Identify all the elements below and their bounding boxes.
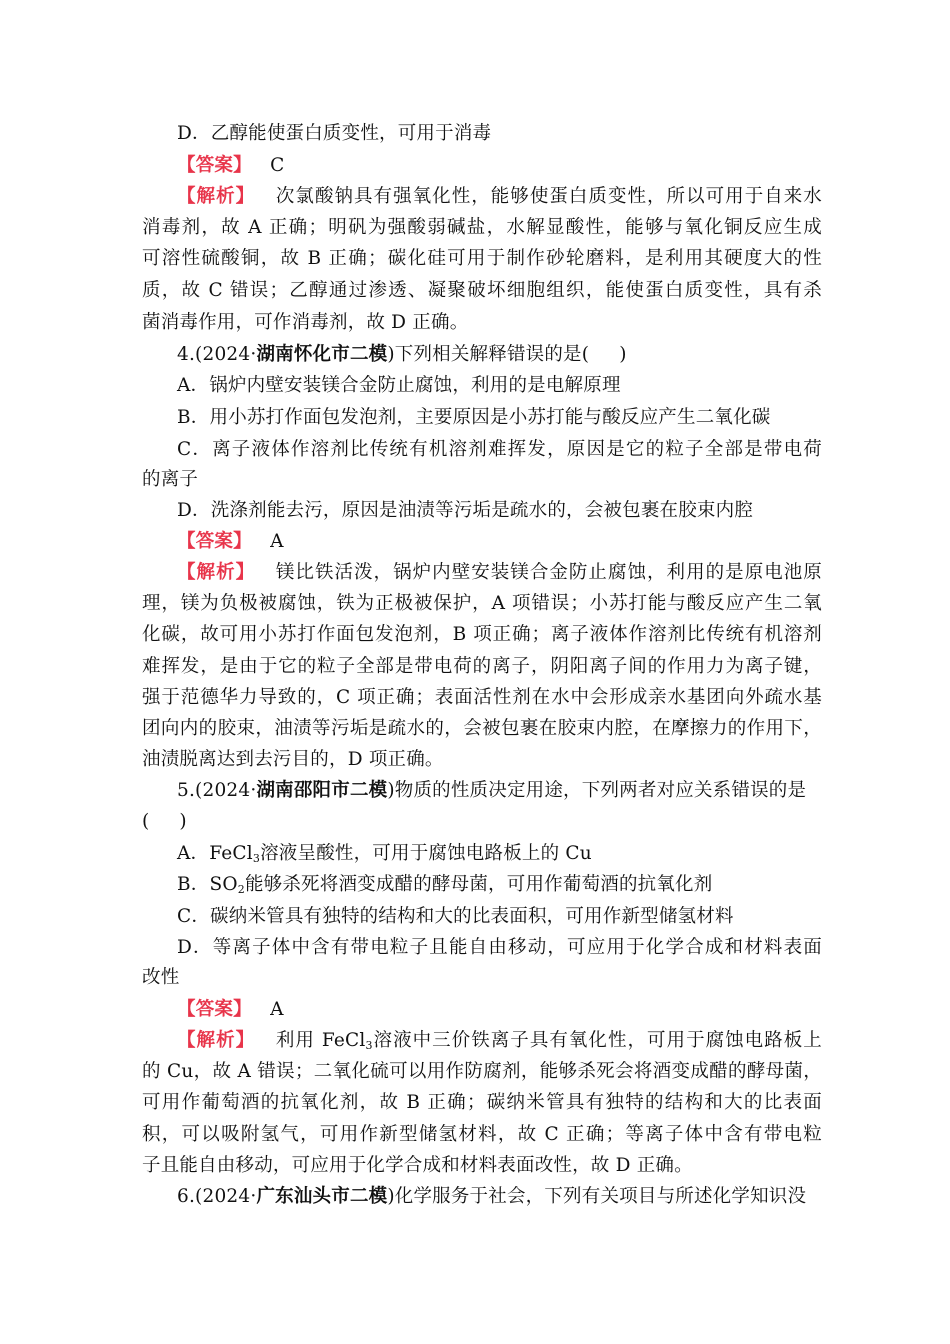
q4-analysis-line-7: 油渍脱离达到去污目的，D 项正确。 <box>142 749 444 770</box>
q6-stem: 6.(2024·广东汕头市二模)化学服务于社会，下列有关项目与所述化学知识没 <box>177 1186 807 1207</box>
q4-analysis-line-4: 难挥发，是由于它的粒子全部是带电荷的离子，阴阳离子间的作用力为离子键， <box>142 656 822 677</box>
analysis-tag: 【解析】 <box>177 186 256 207</box>
q5-analysis-line-4: 积，可以吸附氢气，可用作新型储氢材料，故 C 正确；等离子体中含有带电粒 <box>142 1124 822 1145</box>
q5-analysis-line-1: 【解析】 利用 FeCl$_3$溶液中三价铁离子具有氧化性，可用于腐蚀电路板上 <box>177 1030 822 1052</box>
q4-answer-line <box>177 529 822 555</box>
answer-tag: 【答案】 <box>177 531 252 552</box>
q5-option-c: C．碳纳米管具有独特的结构和大的比表面积，可用作新型储氢材料 <box>177 906 734 927</box>
q4-source: 湖南怀化市二模 <box>256 344 388 365</box>
analysis-tag: 【解析】 <box>177 1030 256 1051</box>
q4-option-a: A．锅炉内壁安装镁合金防止腐蚀，利用的是电解原理 <box>177 375 621 396</box>
q4-analysis-line-6: 团向内的胶束，油渍等污垢是疏水的，会被包裹在胶束内腔，在摩擦力的作用下， <box>142 718 822 739</box>
q5-analysis-line-3: 可用作葡萄酒的抗氧化剂，故 B 正确；碳纳米管具有独特的结构和大的比表面 <box>142 1092 822 1113</box>
q5-analysis-line-2: 的 Cu，故 A 错误；二氧化硫可以用作防腐剂，能够杀死会将酒变成醋的酵母菌， <box>142 1061 822 1082</box>
q5-stem-cont: ( ) <box>142 811 187 832</box>
q4-stem: 4.(2024·湖南怀化市二模)下列相关解释错误的是( ) <box>177 344 627 365</box>
q4-answer: A <box>270 531 284 552</box>
q5-option-d-cont: 改性 <box>142 967 180 988</box>
q3-option-d: D．乙醇能使蛋白质变性，可用于消毒 <box>177 123 492 144</box>
analysis-tag: 【解析】 <box>177 562 256 583</box>
q5-option-b: B．$SO_2$能够杀死将酒变成醋的酵母菌，可用作葡萄酒的抗氧化剂 <box>177 874 713 896</box>
q4-analysis-line-1: 【解析】 镁比铁活泼，锅炉内壁安装镁合金防止腐蚀，利用的是原电池原 <box>177 562 822 583</box>
q3-answer: C <box>270 155 285 176</box>
answer-tag: 【答案】 <box>177 999 252 1020</box>
q4-option-b: B．用小苏打作面包发泡剂，主要原因是小苏打能与酸反应产生二氧化碳 <box>177 407 771 428</box>
q5-analysis-line-5: 子且能自由移动，可应用于化学合成和材料表面改性，故 D 正确。 <box>142 1155 693 1176</box>
q5-answer-line <box>177 997 822 1023</box>
q3-analysis-line-3: 可溶性硫酸铜，故 B 正确；碳化硅可用于制作砂轮磨料，是利用其硬度大的性 <box>142 248 822 269</box>
q3-analysis-line-2: 消毒剂，故 A 正确；明矾为强酸弱碱盐，水解显酸性，能够与氧化铜反应生成 <box>142 217 822 238</box>
q4-option-d: D．洗涤剂能去污，原因是油渍等污垢是疏水的，会被包裹在胶束内腔 <box>177 500 754 521</box>
answer-tag: 【答案】 <box>177 155 252 176</box>
q4-option-c: C．离子液体作溶剂比传统有机溶剂难挥发，原因是它的粒子全部是带电荷 <box>177 439 822 460</box>
q3-analysis-line-1: 【解析】 次氯酸钠具有强氧化性，能够使蛋白质变性，所以可用于自来水 <box>177 186 822 207</box>
q4-option-c-cont: 的离子 <box>142 469 199 490</box>
q4-analysis-line-3: 化碳，故可用小苏打作面包发泡剂，B 项正确；离子液体作溶剂比传统有机溶剂 <box>142 624 822 645</box>
q5-answer: A <box>270 999 284 1020</box>
q4-analysis-line-5: 强于范德华力导致的，C 项正确；表面活性剂在水中会形成亲水基团向外疏水基 <box>142 687 822 708</box>
q5-stem: 5.(2024·湖南邵阳市二模)物质的性质决定用途，下列两者对应关系错误的是 <box>177 780 807 801</box>
q5-option-a: A．FeCl$_3$溶液呈酸性，可用于腐蚀电路板上的 Cu <box>177 843 592 865</box>
q6-source: 广东汕头市二模 <box>256 1186 388 1207</box>
q4-analysis-line-2: 理，镁为负极被腐蚀，铁为正极被保护，A 项错误；小苏打能与酸反应产生二氧 <box>142 593 822 614</box>
q3-analysis-line-5: 菌消毒作用，可作消毒剂，故 D 正确。 <box>142 312 469 333</box>
q5-option-d: D．等离子体中含有带电粒子且能自由移动，可应用于化学合成和材料表面 <box>177 937 822 958</box>
q3-answer-line <box>177 153 822 179</box>
q3-analysis-line-4: 质，故 C 错误；乙醇通过渗透、凝聚破坏细胞组织，能使蛋白质变性，具有杀 <box>142 280 822 301</box>
q5-source: 湖南邵阳市二模 <box>256 780 388 801</box>
